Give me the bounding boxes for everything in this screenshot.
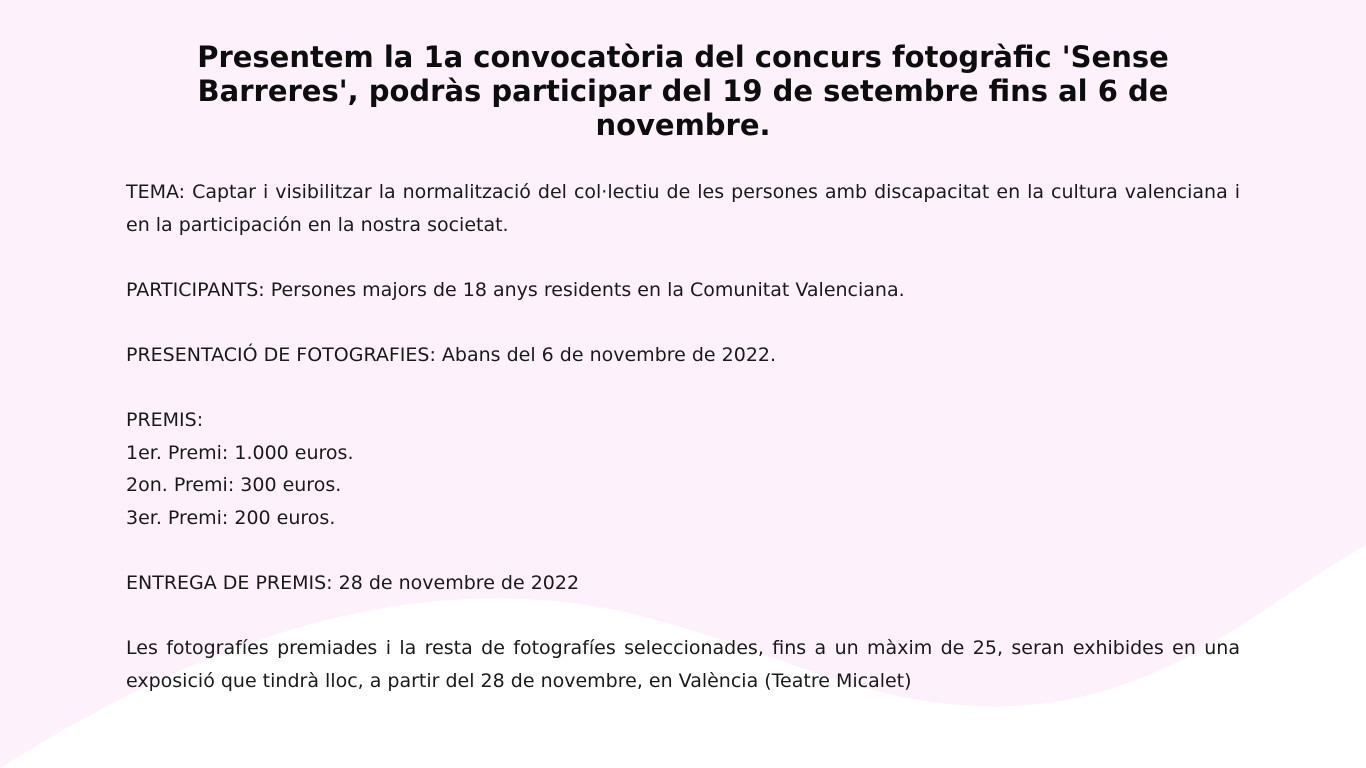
announcement [126, 40, 1240, 698]
spacer [126, 535, 1240, 568]
spacer [126, 372, 1240, 405]
premi-item: 3er. Premi: 200 euros. [126, 506, 336, 529]
exposicio-paragraph: Les fotografíes premiades i la resta de fotografíes seleccionades, fins a un màxim de 25, seran exhibides en una exposició que tindrà lloc, a partir del 28 de novembre, en València (Teatre Micalet) [126, 637, 1240, 692]
premis-section [126, 404, 1240, 534]
premis-heading: PREMIS: [126, 409, 204, 432]
spacer [126, 600, 1240, 633]
participants-paragraph: PARTICIPANTS: Persones majors de 18 anys residents en la Comunitat Valenciana. [126, 278, 905, 301]
tema-paragraph: TEMA: Captar i visibilitzar la normalització del col·lectiu de les persones amb discapacitat en la cultura valenciana i en la participación en la nostra societat. [126, 181, 1240, 236]
announcement-body [126, 176, 1240, 698]
presentacio-paragraph: PRESENTACIÓ DE FOTOGRAFIES: Abans del 6 de novembre de 2022. [126, 343, 777, 366]
entrega-paragraph: ENTREGA DE PREMIS: 28 de novembre de 2022 [126, 572, 580, 595]
spacer [126, 241, 1240, 274]
page-title: Presentem la 1a convocatòria del concurs fotogràfic 'Sense Barreres', podràs participar del 19 de setembre fins al 6 de novembre. [197, 40, 1169, 142]
spacer [126, 306, 1240, 339]
premi-item: 2on. Premi: 300 euros. [126, 474, 342, 497]
premi-item: 1er. Premi: 1.000 euros. [126, 441, 354, 464]
